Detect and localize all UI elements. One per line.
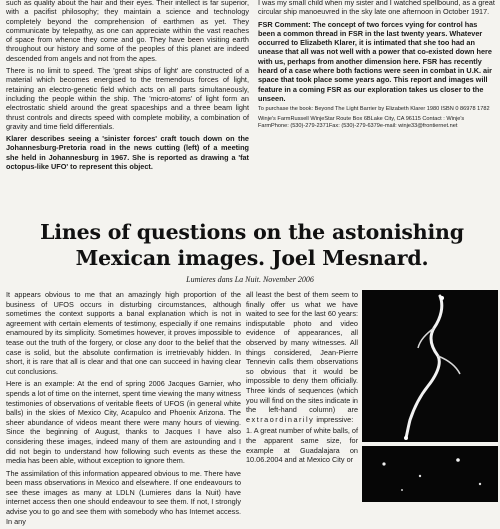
paragraph: I was my small child when my sister and I watched spellbound, as a great circular ship manoeuvred in the sky late one afternoon in October 1917.: [258, 0, 495, 17]
light-trail-image: [362, 290, 498, 442]
spaced-word: extraordinarily: [246, 414, 315, 424]
paragraph-text: impressive:: [316, 414, 354, 424]
paragraph-text: all least the best of them seem to finally offer us what we have waited to see for the last 60 years: indisputable photo and video evidence of appearances, all observed by many witnesses. All things considered, Jean-Pierre Tennevin calls them observations so obvious that it would be impossible to deny them officially. Three kinds of sequences (which you will find on the sites indicate in the left-hand column) are: [246, 290, 358, 415]
article-headline: Lines of questions on the astonishing Mexican images. Joel Mesnard.: [40, 220, 464, 270]
book-info: To purchase the book: Beyond The Light Barrier by Elizabeth Klarer 1980 ISBN 0 86978 1782: [258, 106, 490, 113]
fsr-comment: FSR Comment: The concept of two forces vying for control has been a common thread in FSR in the last twenty years. Whatever occurred to Elizabeth Klarer, it is intimated that she too had an unease that all was not well with a power that co-existed down here with us, perhaps from another dimension here. FSR has recently heard of a case where both factions were seen in combat in U.K. air space that took place some years ago. This report and images will feature in a coming FSR as our exploration takes us closer to the unseen.: [258, 19, 492, 103]
list-item: 1. A great number of white balls, of the apparent same size, for example at Guadalajara on 10.06.2004 and at Mexico City or: [246, 426, 358, 465]
paragraph: such as quality about the hair and their eyes. Their intellect is far superior, with a pacifist philosophy; they maintain a science and technology completely beyond the comprehension of earthmen as yet. They communicate by telepathy, as one can appreciate within the vast reaches of space from whence they come and go. They have been visiting earth throughout our history and some of the peoples of this planet are indeed descended from angels and not from the apes.: [6, 0, 249, 63]
night-sky-image: [362, 446, 498, 502]
article-middle-column: [246, 290, 358, 465]
paragraph: The assimilation of this information appeared obvious to me. There have been mass observations in Mexico and elsewhere. If one endeavours to see these images as many at LDLN (Lumieres dans la Nuit) have internet access then one should endeavour to see them. If not, I strongly advise you to go and see them with somebody who has Internet access. In any: [6, 468, 241, 526]
paragraph: It appears obvious to me that an amazingly high proportion of the business of UFOS occurs in disturbing circumstances, although sometimes the context supports a banal explanation which is not in agreement with certain elements of testimony, especially if one remains enamoured by its simplicity. Sometimes however, it proves impossible to tease out the truth of the forgery, or close any door to the belief that the case is solid, but the absolute confirmation is irretrievably hidden. In short, it is rare that all is clear and that one can succeed in having clear cut conclusions.: [6, 290, 241, 376]
paragraph: There is no limit to speed. The 'great ships of light' are constructed of a material which becomes energised to the tremendous forces of light, retaining an electro-genetic field which acts on all parts simultaneously, including the people within the ship. The 'micro-atoms' of light form an electrostatic shield around the great spaceships and a three beam light thrust controls and directs speed with complete mobility, a combination of gravity and time field differentials.: [6, 66, 249, 131]
contact-info: Winje's FarmRussell WinjeStar Route Box 6BLake City, CA 96115 Contact : Winje's FarmPhone: (530)-279-2371Fax: (530)-279-6379e-mail: winje33@frontiernet.net: [258, 116, 465, 130]
caption-paragraph: Klarer describes seeing a 'sinister forces' craft touch down on the Johannesburg-Pretoria road in the news cutting (left) of a meeting she held in Johannesburg in 1967. She is reported as drawing a 'fat octopus-like UFO' to represent this object.: [6, 134, 249, 172]
top-left-column: [6, 0, 249, 174]
top-right-column: [258, 0, 496, 133]
top-section: [0, 0, 500, 198]
night-sky-photo: [362, 446, 498, 502]
paragraph: Here is an example: At the end of spring 2006 Jacques Garnier, who spends a lot of time on the internet, spent time viewing the many witness testimonies of observations of veritable fleets of UFOS (in general white balls) in the skies of Mexico City, Acapulco and Phoenix Arizona. The sheer abundance of videos meant there were many hours of viewing. Since the beginning of August, thanks to Jacques I have also considering these images, indeed many of them are astounding and I did not begin to understand how following such events as these the media has been able, without exception to ignore them.: [6, 379, 241, 466]
article-left-column: [6, 290, 241, 529]
light-trail-photo: [362, 290, 498, 442]
article-source: Lumieres dans La Nuit. November 2006: [186, 275, 314, 284]
paragraph: [246, 290, 358, 424]
